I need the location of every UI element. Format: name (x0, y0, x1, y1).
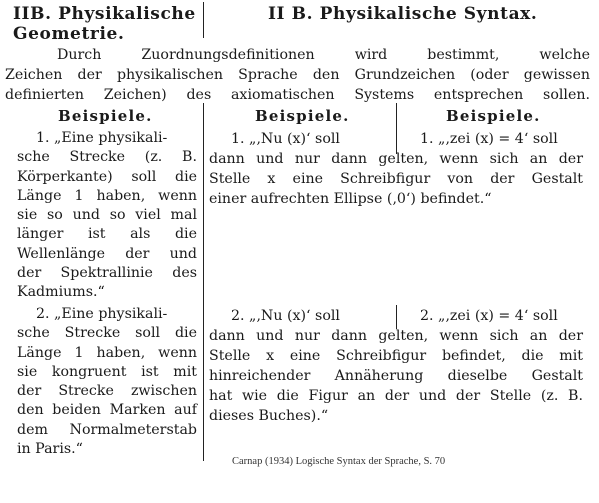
syntax-example-1 (209, 129, 583, 209)
syntax-example-1-left-head: 1. „‚Nu (x)‘ soll (231, 131, 340, 147)
syntax-example-2-left-head: 2. „‚Nu (x)‘ soll (231, 308, 340, 324)
geometry-example-2-line: sche Strecke soll die (17, 325, 197, 342)
geometry-example-2-line: 2. „Eine physikali- (36, 306, 168, 322)
geometry-example-1-line: 1. „Eine physikali- (36, 130, 168, 146)
syntax-examples-heading-1: Beispiele. (255, 107, 350, 125)
syntax-example-2-line: dann und nur dann gelten, wenn sich an der (209, 328, 583, 344)
source-caption: Carnap (1934) Logische Syntax der Sprache, S. 70 (232, 456, 446, 467)
geometry-example-1-line: Wellenlänge der und (17, 245, 197, 262)
syntax-example-2-line: hat wie die Figur an der und der Stelle (z. B. (209, 388, 583, 404)
geometry-example-1-line: Kadmiums.“ (17, 284, 105, 301)
geometry-example-1-line: Länge 1 haben, wenn (17, 187, 197, 204)
syntax-heading: II B. Physikalische Syntax. (268, 4, 538, 24)
geometry-example-2-line: in Paris.“ (17, 441, 83, 458)
geometry-example-2-line: dem Normalmeterstab (17, 421, 197, 438)
geometry-example-1-line: länger ist als die (17, 226, 197, 243)
syntax-example-1-right-head: 1. „‚zei (x) = 4‘ soll (420, 131, 558, 147)
intro-line-3: definierten Zeichen) des axiomatischen Systems entsprechen sollen. (5, 87, 590, 103)
geometry-example-2-line: der Strecke zwischen (17, 383, 197, 400)
geometry-example-2 (17, 305, 197, 459)
syntax-examples-heading-2: Beispiele. (446, 107, 541, 125)
geometry-example-1-line: sie so und so viel mal (17, 207, 197, 224)
geometry-example-2-line: sie kongruent ist mit (17, 363, 197, 380)
geometry-examples-heading: Beispiele. (58, 107, 153, 125)
intro-line-2: Zeichen der physikalischen Sprache den Grundzeichen (oder gewissen (5, 67, 590, 83)
syntax-example-2-right-head: 2. „‚zei (x) = 4‘ soll (420, 308, 558, 324)
geometry-example-2-line: Länge 1 haben, wenn (17, 344, 197, 361)
syntax-example-1-line: einer aufrechten Ellipse (‚0‘) befindet.“ (209, 191, 492, 207)
syntax-example-2-line: hinreichender Annäherung dieselbe Gestalt (209, 368, 583, 384)
syntax-example-1-line: Stelle x eine Schreibfigur von der Gestalt (209, 171, 583, 187)
syntax-example-2 (209, 306, 583, 426)
intro-line-1: Durch Zuordnungsdefinitionen wird bestimmt, welche (57, 47, 590, 63)
column-divider-header (203, 2, 204, 38)
syntax-example-1-line: dann und nur dann gelten, wenn sich an der (209, 151, 583, 167)
geometry-heading-line1: IIB. Physikalische (13, 4, 196, 24)
geometry-heading-line2: Geometrie. (13, 24, 125, 44)
geometry-example-1-line: sche Strecke (z. B. (17, 149, 197, 166)
geometry-example-1 (17, 129, 197, 303)
column-divider-main (203, 103, 204, 461)
intro-paragraph (5, 45, 590, 105)
syntax-example-2-line: Stelle x eine Schreibfigur befindet, die mit (209, 348, 583, 364)
geometry-heading (13, 4, 196, 44)
geometry-example-2-line: den beiden Marken auf (17, 402, 197, 419)
geometry-example-1-line: Körperkante) soll die (17, 168, 197, 185)
syntax-example-2-line: dieses Buches).“ (209, 408, 329, 424)
geometry-example-1-line: der Spektrallinie des (17, 265, 197, 282)
